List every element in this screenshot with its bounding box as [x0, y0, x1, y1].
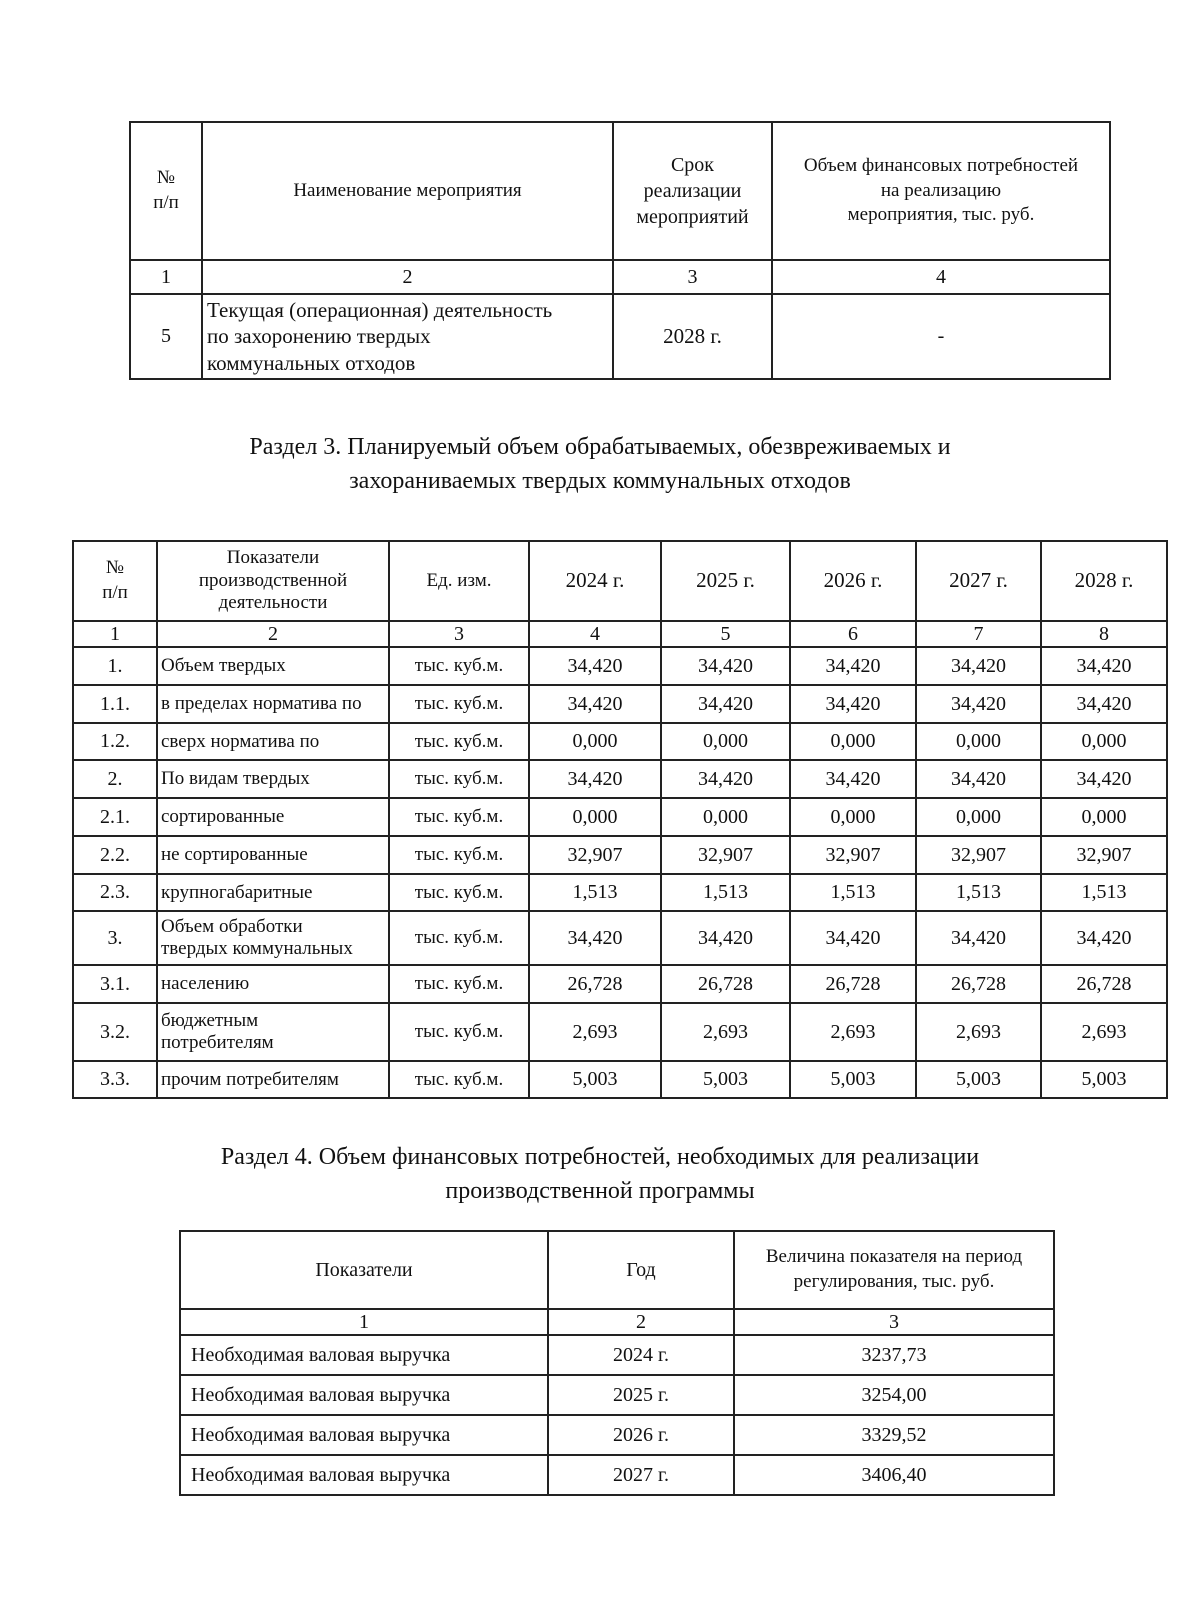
row-value: 2,693: [916, 1003, 1041, 1061]
row-value: 34,420: [529, 760, 661, 798]
row-value: 32,907: [661, 836, 790, 874]
col-header-indicator: Показатели: [180, 1231, 548, 1309]
row-value: 3329,52: [734, 1415, 1054, 1455]
row-unit: тыс. куб.м.: [389, 685, 529, 723]
row-num: 3.2.: [73, 1003, 157, 1061]
row-value: 34,420: [916, 647, 1041, 685]
table-row: [180, 1375, 1054, 1415]
row-num: 2.3.: [73, 874, 157, 911]
section-4-title: [0, 1140, 1200, 1208]
row-value: 34,420: [916, 911, 1041, 965]
row-value: 0,000: [661, 798, 790, 836]
table-row: [73, 760, 1167, 798]
row-value: 2,693: [661, 1003, 790, 1061]
waste-table-header: [73, 541, 1167, 621]
financial-table-header: [180, 1231, 1054, 1309]
index-cell: 8: [1041, 621, 1167, 647]
index-row: [180, 1309, 1054, 1335]
row-num: 5: [130, 294, 202, 379]
row-value: 1,513: [916, 874, 1041, 911]
row-value: 34,420: [529, 911, 661, 965]
index-cell: 4: [529, 621, 661, 647]
row-value: 0,000: [529, 723, 661, 760]
row-num: 2.1.: [73, 798, 157, 836]
col-header-volume: Объем финансовых потребностей на реализацию мероприятия, тыс. руб.: [772, 122, 1110, 260]
row-value: 3254,00: [734, 1375, 1054, 1415]
col-header-year: Год: [548, 1231, 734, 1309]
row-term: 2028 г.: [613, 294, 772, 379]
table-row: [180, 1335, 1054, 1375]
index-cell: 4: [772, 260, 1110, 294]
row-value: 0,000: [661, 723, 790, 760]
row-unit: тыс. куб.м.: [389, 760, 529, 798]
row-year: 2024 г.: [548, 1335, 734, 1375]
row-value: 32,907: [529, 836, 661, 874]
row-value: 5,003: [790, 1061, 916, 1098]
row-value: 34,420: [790, 760, 916, 798]
table-row: [130, 294, 1110, 379]
index-cell: 1: [73, 621, 157, 647]
row-unit: тыс. куб.м.: [389, 1003, 529, 1061]
row-indicator: прочим потребителям: [157, 1061, 389, 1098]
table-row: [73, 647, 1167, 685]
table-row: [73, 1003, 1167, 1061]
row-num: 1.: [73, 647, 157, 685]
col-header-indicator: Показатели производственной деятельности: [157, 541, 389, 621]
index-cell: 5: [661, 621, 790, 647]
row-num: 2.2.: [73, 836, 157, 874]
col-header-year: 2025 г.: [661, 541, 790, 621]
row-value: 0,000: [1041, 798, 1167, 836]
row-unit: тыс. куб.м.: [389, 836, 529, 874]
index-cell: 3: [613, 260, 772, 294]
index-cell: 3: [389, 621, 529, 647]
table-row: [180, 1415, 1054, 1455]
row-unit: тыс. куб.м.: [389, 647, 529, 685]
row-indicator: Необходимая валовая выручка: [180, 1415, 548, 1455]
row-value: 5,003: [1041, 1061, 1167, 1098]
col-header-term: Срок реализации мероприятий: [613, 122, 772, 260]
row-value: 2,693: [790, 1003, 916, 1061]
col-header-num: № п/п: [73, 541, 157, 621]
row-value: 34,420: [661, 760, 790, 798]
row-year: 2026 г.: [548, 1415, 734, 1455]
row-unit: тыс. куб.м.: [389, 874, 529, 911]
row-value: 32,907: [916, 836, 1041, 874]
row-indicator: По видам твердых: [157, 760, 389, 798]
row-value: 26,728: [1041, 965, 1167, 1003]
row-year: 2027 г.: [548, 1455, 734, 1495]
row-value: 34,420: [916, 685, 1041, 723]
row-value: 0,000: [1041, 723, 1167, 760]
waste-volume-table: [72, 540, 1168, 1099]
row-value: 26,728: [916, 965, 1041, 1003]
row-indicator: бюджетным потребителям: [157, 1003, 389, 1061]
row-value: 34,420: [1041, 685, 1167, 723]
row-indicator: Необходимая валовая выручка: [180, 1455, 548, 1495]
table-row: [73, 874, 1167, 911]
row-unit: тыс. куб.м.: [389, 1061, 529, 1098]
row-unit: тыс. куб.м.: [389, 965, 529, 1003]
row-value: 1,513: [661, 874, 790, 911]
index-cell: 2: [157, 621, 389, 647]
index-cell: 1: [180, 1309, 548, 1335]
row-value: 26,728: [529, 965, 661, 1003]
row-value: 34,420: [790, 685, 916, 723]
row-unit: тыс. куб.м.: [389, 911, 529, 965]
row-value: 0,000: [916, 723, 1041, 760]
section-3-title-line1: Раздел 3. Планируемый объем обрабатываемых, обезвреживаемых и: [249, 434, 951, 460]
row-unit: тыс. куб.м.: [389, 798, 529, 836]
row-value: 5,003: [661, 1061, 790, 1098]
table-row: [73, 911, 1167, 965]
table-row: [73, 965, 1167, 1003]
row-indicator: сверх норматива по: [157, 723, 389, 760]
row-indicator: Объем твердых: [157, 647, 389, 685]
row-indicator: не сортированные: [157, 836, 389, 874]
col-header-year: 2026 г.: [790, 541, 916, 621]
row-value: 34,420: [529, 685, 661, 723]
row-value: 26,728: [661, 965, 790, 1003]
index-row: [130, 260, 1110, 294]
table-row: [73, 685, 1167, 723]
row-value: 1,513: [790, 874, 916, 911]
row-year: 2025 г.: [548, 1375, 734, 1415]
row-value: 32,907: [1041, 836, 1167, 874]
index-cell: 2: [202, 260, 613, 294]
col-header-value: Величина показателя на период регулирования, тыс. руб.: [734, 1231, 1054, 1309]
row-value: 0,000: [529, 798, 661, 836]
row-num: 2.: [73, 760, 157, 798]
row-num: 3.1.: [73, 965, 157, 1003]
index-cell: 6: [790, 621, 916, 647]
row-num: 3.3.: [73, 1061, 157, 1098]
section-4-title-line1: Раздел 4. Объем финансовых потребностей, необходимых для реализации: [220, 1144, 980, 1170]
row-value: 2,693: [529, 1003, 661, 1061]
col-header-year: 2027 г.: [916, 541, 1041, 621]
row-value: 1,513: [1041, 874, 1167, 911]
table-row: [73, 723, 1167, 760]
row-indicator: сортированные: [157, 798, 389, 836]
row-value: 34,420: [790, 911, 916, 965]
row-value: 34,420: [916, 760, 1041, 798]
row-volume: -: [772, 294, 1110, 379]
table-row: [73, 1061, 1167, 1098]
index-cell: 7: [916, 621, 1041, 647]
row-value: 3406,40: [734, 1455, 1054, 1495]
row-value: 34,420: [1041, 647, 1167, 685]
row-num: 3.: [73, 911, 157, 965]
row-value: 2,693: [1041, 1003, 1167, 1061]
row-name: Текущая (операционная) деятельность по захоронению твердых коммунальных отходов: [202, 294, 613, 379]
index-cell: 2: [548, 1309, 734, 1335]
row-value: 34,420: [790, 647, 916, 685]
row-value: 34,420: [661, 685, 790, 723]
row-indicator: Объем обработки твердых коммунальных: [157, 911, 389, 965]
row-unit: тыс. куб.м.: [389, 723, 529, 760]
events-table: [129, 121, 1111, 380]
financial-needs-table: [179, 1230, 1055, 1496]
row-value: 26,728: [790, 965, 916, 1003]
row-value: 34,420: [1041, 760, 1167, 798]
row-indicator: населению: [157, 965, 389, 1003]
col-header-name: Наименование мероприятия: [202, 122, 613, 260]
table-row: [180, 1455, 1054, 1495]
row-indicator: Необходимая валовая выручка: [180, 1375, 548, 1415]
col-header-unit: Ед. изм.: [389, 541, 529, 621]
col-header-year: 2024 г.: [529, 541, 661, 621]
row-value: 0,000: [790, 798, 916, 836]
row-value: 32,907: [790, 836, 916, 874]
col-header-num: № п/п: [130, 122, 202, 260]
section-3-title-line2: захораниваемых твердых коммунальных отходов: [349, 468, 851, 494]
row-value: 34,420: [529, 647, 661, 685]
row-num: 1.1.: [73, 685, 157, 723]
col-header-year: 2028 г.: [1041, 541, 1167, 621]
row-value: 34,420: [661, 647, 790, 685]
row-value: 34,420: [1041, 911, 1167, 965]
index-row: [73, 621, 1167, 647]
table-row: [73, 836, 1167, 874]
table-row: [73, 798, 1167, 836]
index-cell: 3: [734, 1309, 1054, 1335]
row-num: 1.2.: [73, 723, 157, 760]
row-indicator: в пределах норматива по: [157, 685, 389, 723]
row-value: 0,000: [790, 723, 916, 760]
row-value: 3237,73: [734, 1335, 1054, 1375]
row-indicator: крупногабаритные: [157, 874, 389, 911]
section-4-title-line2: производственной программы: [445, 1178, 755, 1204]
row-indicator: Необходимая валовая выручка: [180, 1335, 548, 1375]
events-table-header: [130, 122, 1110, 260]
index-cell: 1: [130, 260, 202, 294]
row-value: 1,513: [529, 874, 661, 911]
row-value: 0,000: [916, 798, 1041, 836]
row-value: 5,003: [916, 1061, 1041, 1098]
section-3-title: [0, 430, 1200, 498]
row-value: 34,420: [661, 911, 790, 965]
row-value: 5,003: [529, 1061, 661, 1098]
